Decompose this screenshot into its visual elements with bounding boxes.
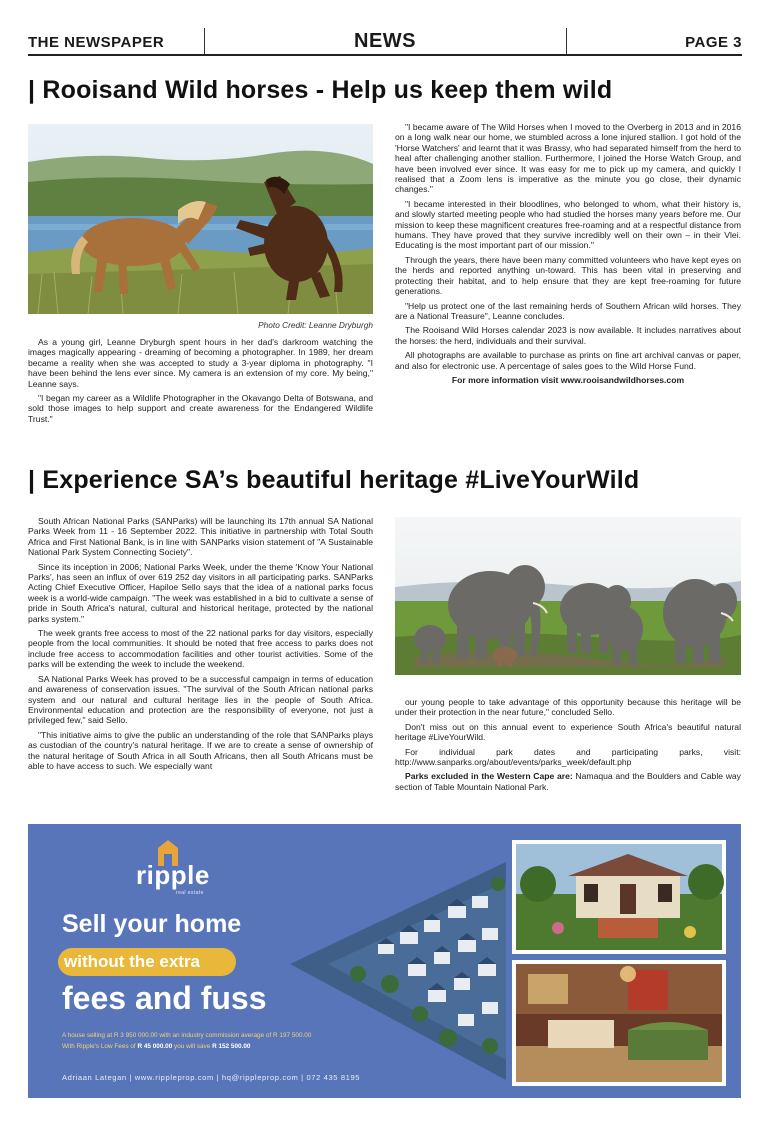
parks-excluded bbox=[395, 771, 741, 792]
page-number: PAGE 3 bbox=[685, 34, 742, 51]
article-1-left-column bbox=[28, 337, 373, 428]
paragraph: "I became interested in their bloodlines, who belonged to whom, what their history is, and slowly started meeting people who had studied the horses many years before me. Our mission to keep these magnificent creatures free-roaming and at a respectful distance from humans. They have proved that they survive incredibly well on their own – in their Vlei. Educating is the most important part of our mission." bbox=[395, 198, 741, 251]
article-1-right-column bbox=[395, 122, 741, 389]
ripple-logo-tagline: real estate bbox=[176, 890, 204, 896]
article-2-headline: | Experience SA’s beautiful heritage #LiveYourWild bbox=[28, 466, 640, 494]
fine-print-fee: R 45 000.00 bbox=[137, 1043, 173, 1050]
elephants-photo bbox=[395, 517, 741, 675]
paragraph: Through the years, there have been many committed volunteers who have kept eyes on the herds and reported anything un-toward. This has been vital in preserving and protecting their habitat, and to help ensure that they are kept free-roaming for future generations. bbox=[395, 254, 741, 297]
paragraph: The Rooisand Wild Horses calendar 2023 is now available. It includes narratives about the horses: the herd, individuals and their survival. bbox=[395, 325, 741, 346]
paragraph: SA National Parks Week has proved to be a successful campaign in terms of education and awareness of conservation issues. "The survival of the South African national parks system and our natural and cultural heritage lies in the people of South Africa. Environmental education and protection are the responsibility of everyone, not just a privileged few," said Sello. bbox=[28, 673, 373, 726]
section-title: NEWS bbox=[354, 30, 416, 52]
elephants-illustration bbox=[395, 517, 741, 675]
paragraph: "Help us protect one of the last remaining herds of Southern African wild horses. They are a National Treasure", Leanne concludes. bbox=[395, 300, 741, 321]
ripple-advertisement[interactable] bbox=[28, 824, 741, 1098]
fine-print-prefix: With Ripple's Low Fees of bbox=[62, 1043, 138, 1050]
paragraph: Since its inception in 2006; National Parks Week, under the theme 'Know Your National Parks', has seen an influx of over 619 252 day visitors in all participating parks. SANParks Acting Chief Executive Officer, Hapiloe Sello says that the idea of a national parks focus week is a world-wide campaign. "The week was established in a bid to cultivate a sense of pride in South Africa's natural, cultural and historical heritage, protected by the national parks system." bbox=[28, 561, 373, 624]
parks-excluded-label: Parks excluded in the Western Cape are: bbox=[405, 771, 573, 782]
fine-print-saving: R 152 500.00 bbox=[212, 1043, 251, 1050]
paragraph: Don't miss out on this annual event to experience South Africa's beautiful natural heritage #LiveYourWild. bbox=[395, 721, 741, 743]
ad-fine-print-1: A house selling at R 3 950 000.00 with an industry commission average of R 197 500.00 bbox=[62, 1032, 312, 1039]
paragraph: All photographs are available to purchase as prints on fine art archival canvas or paper, and also for electronic use. A percentage of sales goes to the Wild Horse Fund. bbox=[395, 350, 741, 371]
ad-contact-details[interactable]: Adriaan Lategan | www.rippleprop.com | hq@rippleprop.com | 072 435 8195 bbox=[62, 1073, 361, 1082]
article-2-right-column bbox=[395, 697, 741, 796]
paragraph: "I began my career as a Wildlife Photographer in the Okavango Delta of Botswana, and sold those images to help support and create awareness for the Endangered Wildlife Trust." bbox=[28, 393, 373, 424]
ad-fine-print-2 bbox=[62, 1043, 250, 1050]
masthead bbox=[28, 26, 742, 56]
more-info-link[interactable]: For more information visit www.rooisandwildhorses.com bbox=[451, 374, 685, 385]
paragraph: "I became aware of The Wild Horses when I moved to the Overberg in 2013 and in 2016 on a long walk near our home, we stumbled across a lone injured stallion. I got hold of the 'Horse Watchers' and learnt that it was Brassy, who had separated himself from the herd to heal after challenging another stallion. Furthermore, I joined the Horse Watch Group, and have been involved ever since. It was easy for me to pick up my camera, and quickly I realised that a Zoom lens is imperative as the minute you go close, their dynamic changes." bbox=[395, 122, 741, 195]
paragraph: South African National Parks (SANParks) will be launching its 17th annual SA National Parks Week from 11 - 16 September 2022. This initiative in partnership with Total South Africa and First National Bank, is in line with SANParks vision statement of "A Sustainable National Park System Connecting Society". bbox=[28, 516, 373, 558]
fine-print-mid: you will save bbox=[172, 1043, 213, 1050]
paragraph: "This initiative aims to give the public an understanding of the role that SANParks plays as custodian of the country's natural heritage. If we are to create a sense of ownership of the natural heritage of South Africa in all South Africans, then all South Africans must be able to have access to such. We especially want bbox=[28, 729, 373, 771]
masthead-divider bbox=[566, 28, 567, 54]
wild-horses-illustration bbox=[28, 124, 373, 314]
wild-horses-photo bbox=[28, 124, 373, 314]
parks-excluded-text: Namaqua and the Boulders and Cable way section of Table Mountain National Park. bbox=[395, 771, 741, 792]
photo-credit: Photo Credit: Leanne Dryburgh bbox=[258, 320, 373, 330]
ad-headline-2: without the extra bbox=[64, 952, 201, 971]
ad-headline-1: Sell your home bbox=[62, 910, 242, 938]
paragraph: our young people to take advantage of this opportunity because this heritage will be under their protection in the near future," concluded Sello. bbox=[395, 697, 741, 718]
paragraph: As a young girl, Leanne Dryburgh spent hours in her dad's darkroom watching the images magically appearing - dreaming of becoming a photographer. In 1989, her dream became a reality when she was accepted to study a 3-year diploma in photography. "I have been behind the lens ever since. My camera is an extension of my core. My being," Leanne says. bbox=[28, 337, 373, 389]
ripple-logo: ripple bbox=[136, 860, 210, 890]
paragraph: For individual park dates and participating parks, visit: http://www.sanparks.org/about/events/parks_week/default.php bbox=[395, 746, 741, 768]
ad-headline-3: fees and fuss bbox=[62, 980, 267, 1016]
article-1-headline: | Rooisand Wild horses - Help us keep them wild bbox=[28, 76, 613, 104]
newspaper-name: THE NEWSPAPER bbox=[28, 34, 165, 51]
paragraph: The week grants free access to most of the 22 national parks for day visitors, especially people from the local communities. It should be noted that free access to parks does not include free access to accommodation facilities and other tourist activities. Some of the parks will be extending the week to include the weekend. bbox=[28, 628, 373, 670]
article-2-left-column bbox=[28, 516, 373, 775]
